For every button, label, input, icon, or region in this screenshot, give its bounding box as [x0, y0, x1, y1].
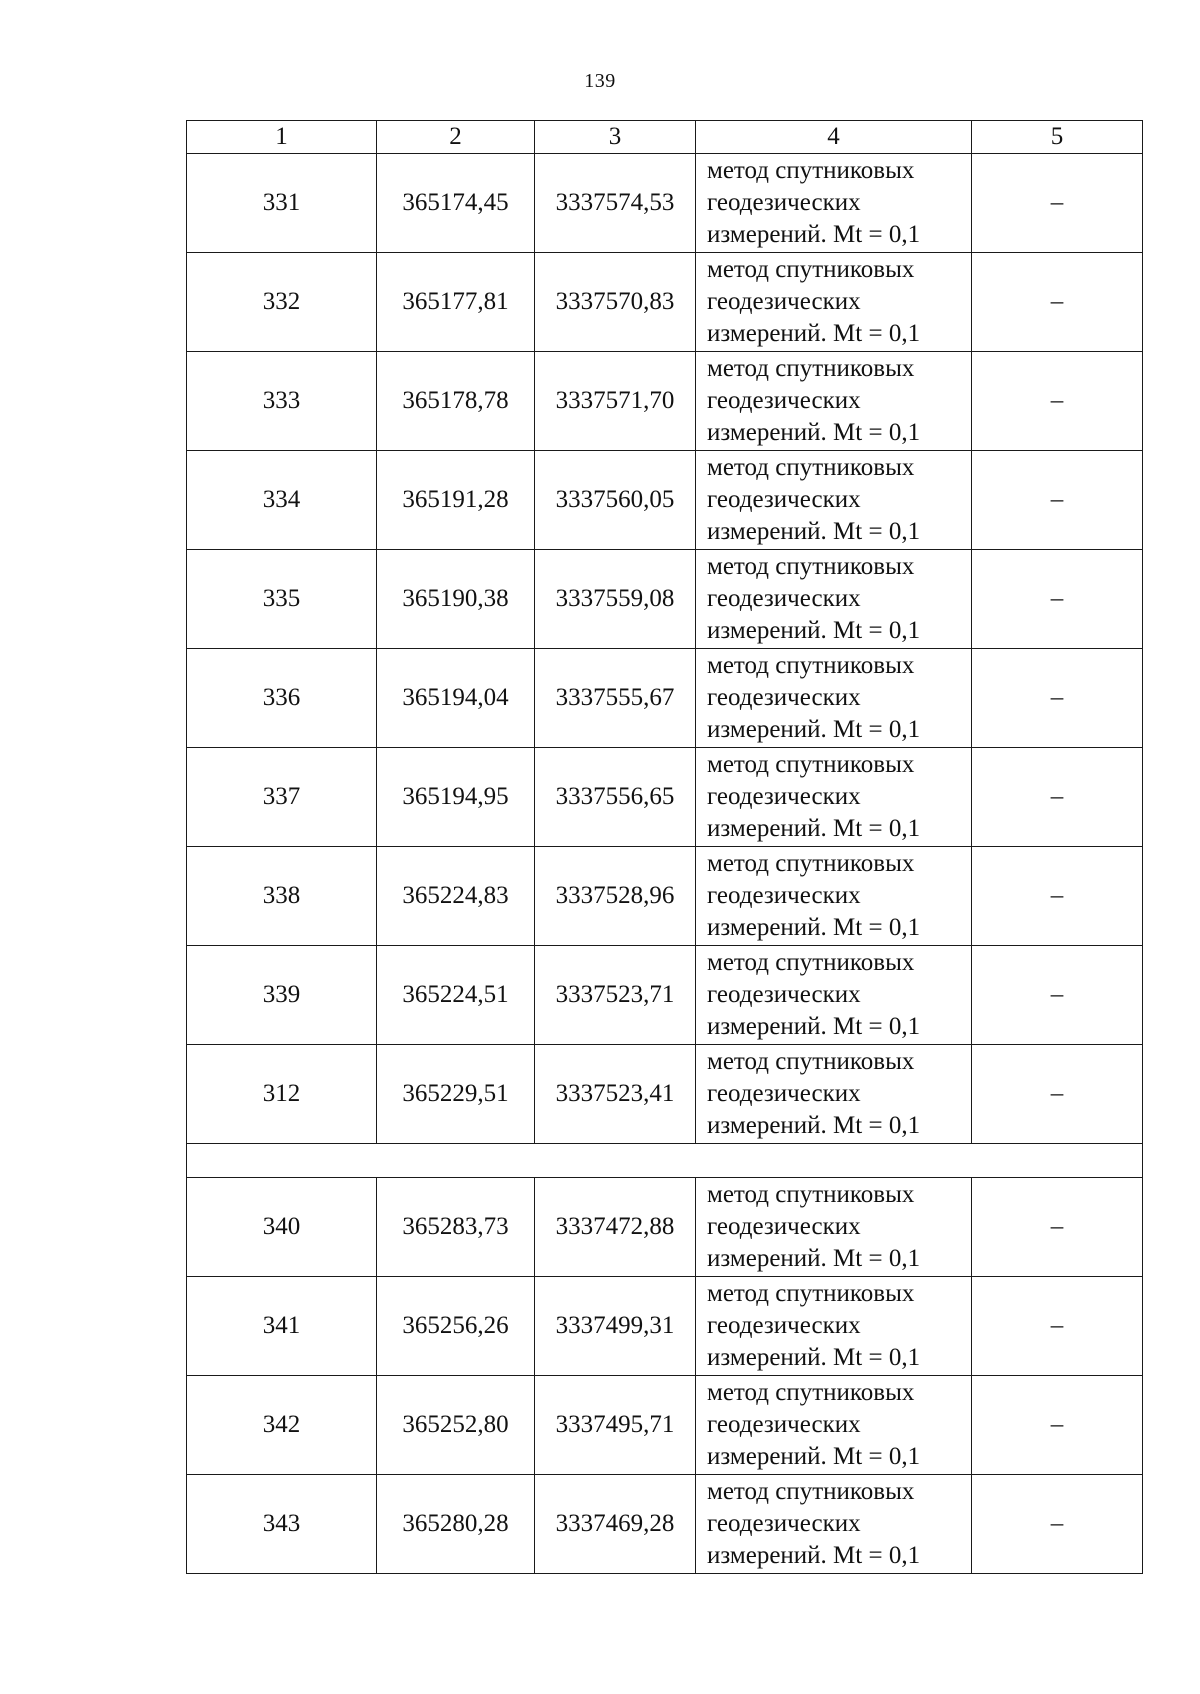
- x-coordinate-cell: 365256,26: [377, 1277, 535, 1376]
- method-line: геодезических: [707, 1312, 861, 1339]
- table-row: [187, 1277, 1143, 1376]
- x-coordinate-cell: 365229,51: [377, 1045, 535, 1144]
- method-line: метод спутниковых: [707, 454, 915, 481]
- point-number-cell: 337: [187, 748, 377, 847]
- method-line: измерений. Mt = 0,1: [707, 815, 921, 842]
- header-cell: 3: [535, 121, 696, 154]
- method-line: измерений. Mt = 0,1: [707, 320, 921, 347]
- method-cell: [696, 451, 972, 550]
- y-coordinate-cell: 3337559,08: [535, 550, 696, 649]
- method-line: измерений. Mt = 0,1: [707, 518, 921, 545]
- method-line: метод спутниковых: [707, 652, 915, 679]
- method-cell: [696, 1178, 972, 1277]
- note-cell: –: [972, 649, 1143, 748]
- x-coordinate-cell: 365224,51: [377, 946, 535, 1045]
- point-number-cell: 336: [187, 649, 377, 748]
- method-line: геодезических: [707, 981, 861, 1008]
- x-coordinate-cell: 365224,83: [377, 847, 535, 946]
- method-cell: [696, 748, 972, 847]
- method-line: метод спутниковых: [707, 1181, 915, 1208]
- point-number-cell: 332: [187, 253, 377, 352]
- y-coordinate-cell: 3337495,71: [535, 1376, 696, 1475]
- point-number-cell: 339: [187, 946, 377, 1045]
- method-cell: [696, 649, 972, 748]
- table-row: [187, 1045, 1143, 1144]
- y-coordinate-cell: 3337472,88: [535, 1178, 696, 1277]
- method-line: метод спутниковых: [707, 850, 915, 877]
- note-cell: –: [972, 1178, 1143, 1277]
- table-row: [187, 946, 1143, 1045]
- point-number-cell: 312: [187, 1045, 377, 1144]
- method-line: измерений. Mt = 0,1: [707, 419, 921, 446]
- method-line: измерений. Mt = 0,1: [707, 914, 921, 941]
- header-cell: 5: [972, 121, 1143, 154]
- method-line: измерений. Mt = 0,1: [707, 1443, 921, 1470]
- method-line: геодезических: [707, 486, 861, 513]
- method-cell: [696, 847, 972, 946]
- y-coordinate-cell: 3337528,96: [535, 847, 696, 946]
- coordinates-table: [186, 120, 1143, 1574]
- point-number-cell: 343: [187, 1475, 377, 1574]
- x-coordinate-cell: 365177,81: [377, 253, 535, 352]
- method-line: измерений. Mt = 0,1: [707, 1245, 921, 1272]
- y-coordinate-cell: 3337499,31: [535, 1277, 696, 1376]
- y-coordinate-cell: 3337556,65: [535, 748, 696, 847]
- note-cell: –: [972, 352, 1143, 451]
- method-line: метод спутниковых: [707, 1478, 915, 1505]
- x-coordinate-cell: 365174,45: [377, 154, 535, 253]
- y-coordinate-cell: 3337570,83: [535, 253, 696, 352]
- note-cell: –: [972, 1045, 1143, 1144]
- note-cell: –: [972, 451, 1143, 550]
- method-line: метод спутниковых: [707, 157, 915, 184]
- y-coordinate-cell: 3337523,41: [535, 1045, 696, 1144]
- method-line: геодезических: [707, 1411, 861, 1438]
- header-cell: 2: [377, 121, 535, 154]
- header-cell: 1: [187, 121, 377, 154]
- method-line: измерений. Mt = 0,1: [707, 617, 921, 644]
- y-coordinate-cell: 3337555,67: [535, 649, 696, 748]
- method-line: измерений. Mt = 0,1: [707, 1542, 921, 1569]
- point-number-cell: 333: [187, 352, 377, 451]
- y-coordinate-cell: 3337523,71: [535, 946, 696, 1045]
- method-line: метод спутниковых: [707, 355, 915, 382]
- point-number-cell: 331: [187, 154, 377, 253]
- method-cell: [696, 154, 972, 253]
- method-line: метод спутниковых: [707, 751, 915, 778]
- note-cell: –: [972, 1277, 1143, 1376]
- method-line: геодезических: [707, 1080, 861, 1107]
- point-number-cell: 340: [187, 1178, 377, 1277]
- method-line: метод спутниковых: [707, 553, 915, 580]
- table-row: [187, 1178, 1143, 1277]
- table-row: [187, 748, 1143, 847]
- table-row: [187, 1376, 1143, 1475]
- table-row: [187, 154, 1143, 253]
- table-row: [187, 550, 1143, 649]
- method-line: геодезических: [707, 1510, 861, 1537]
- note-cell: –: [972, 550, 1143, 649]
- method-cell: [696, 1045, 972, 1144]
- table-row: [187, 253, 1143, 352]
- method-line: геодезических: [707, 783, 861, 810]
- y-coordinate-cell: 3337469,28: [535, 1475, 696, 1574]
- spacer-cell: [187, 1144, 1143, 1178]
- header-cell: 4: [696, 121, 972, 154]
- method-line: метод спутниковых: [707, 256, 915, 283]
- method-line: измерений. Mt = 0,1: [707, 716, 921, 743]
- x-coordinate-cell: 365252,80: [377, 1376, 535, 1475]
- table-row: [187, 649, 1143, 748]
- method-cell: [696, 1277, 972, 1376]
- point-number-cell: 338: [187, 847, 377, 946]
- x-coordinate-cell: 365194,95: [377, 748, 535, 847]
- y-coordinate-cell: 3337571,70: [535, 352, 696, 451]
- method-line: метод спутниковых: [707, 949, 915, 976]
- method-line: геодезических: [707, 189, 861, 216]
- method-cell: [696, 550, 972, 649]
- x-coordinate-cell: 365190,38: [377, 550, 535, 649]
- table-spacer-row: [187, 1144, 1143, 1178]
- x-coordinate-cell: 365178,78: [377, 352, 535, 451]
- y-coordinate-cell: 3337574,53: [535, 154, 696, 253]
- table-header-row: [187, 121, 1143, 154]
- x-coordinate-cell: 365194,04: [377, 649, 535, 748]
- method-line: измерений. Mt = 0,1: [707, 1013, 921, 1040]
- method-cell: [696, 253, 972, 352]
- method-line: метод спутниковых: [707, 1379, 915, 1406]
- note-cell: –: [972, 253, 1143, 352]
- table-row: [187, 352, 1143, 451]
- note-cell: –: [972, 748, 1143, 847]
- page-number: 139: [584, 70, 616, 92]
- table-row: [187, 847, 1143, 946]
- x-coordinate-cell: 365283,73: [377, 1178, 535, 1277]
- point-number-cell: 334: [187, 451, 377, 550]
- method-line: геодезических: [707, 288, 861, 315]
- note-cell: –: [972, 847, 1143, 946]
- point-number-cell: 341: [187, 1277, 377, 1376]
- table-row: [187, 451, 1143, 550]
- method-line: измерений. Mt = 0,1: [707, 1344, 921, 1371]
- point-number-cell: 342: [187, 1376, 377, 1475]
- note-cell: –: [972, 154, 1143, 253]
- method-line: метод спутниковых: [707, 1048, 915, 1075]
- method-cell: [696, 1475, 972, 1574]
- method-line: измерений. Mt = 0,1: [707, 1112, 921, 1139]
- method-cell: [696, 1376, 972, 1475]
- point-number-cell: 335: [187, 550, 377, 649]
- method-line: геодезических: [707, 387, 861, 414]
- note-cell: –: [972, 946, 1143, 1045]
- method-line: метод спутниковых: [707, 1280, 915, 1307]
- method-cell: [696, 352, 972, 451]
- method-line: измерений. Mt = 0,1: [707, 221, 921, 248]
- method-line: геодезических: [707, 882, 861, 909]
- note-cell: –: [972, 1475, 1143, 1574]
- y-coordinate-cell: 3337560,05: [535, 451, 696, 550]
- note-cell: –: [972, 1376, 1143, 1475]
- method-line: геодезических: [707, 1213, 861, 1240]
- method-line: геодезических: [707, 585, 861, 612]
- x-coordinate-cell: 365280,28: [377, 1475, 535, 1574]
- table-row: [187, 1475, 1143, 1574]
- method-line: геодезических: [707, 684, 861, 711]
- method-cell: [696, 946, 972, 1045]
- x-coordinate-cell: 365191,28: [377, 451, 535, 550]
